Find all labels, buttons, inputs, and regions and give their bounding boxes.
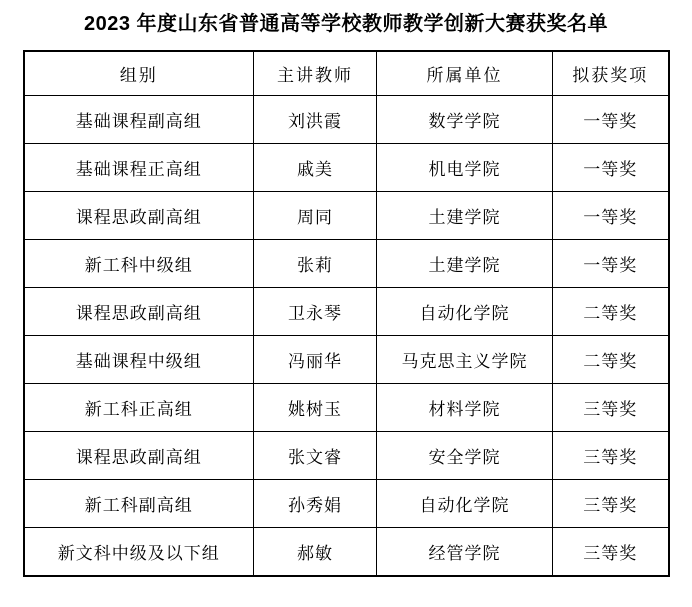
table-row: [24, 192, 669, 240]
cell-unit: 材料学院: [377, 384, 553, 432]
cell-teacher: 卫永琴: [254, 288, 377, 336]
cell-group: 课程思政副高组: [24, 192, 254, 240]
column-header-award: 拟获奖项: [553, 51, 669, 96]
cell-award: 三等奖: [553, 384, 669, 432]
table-row: [24, 480, 669, 528]
cell-group: 新工科正高组: [24, 384, 254, 432]
column-header-unit: 所属单位: [377, 51, 553, 96]
cell-award: 一等奖: [553, 240, 669, 288]
table-row: [24, 528, 669, 577]
cell-unit: 土建学院: [377, 192, 553, 240]
cell-teacher: 孙秀娟: [254, 480, 377, 528]
cell-teacher: 郝敏: [254, 528, 377, 577]
cell-unit: 经管学院: [377, 528, 553, 577]
cell-award: 三等奖: [553, 480, 669, 528]
cell-unit: 马克思主义学院: [377, 336, 553, 384]
table-row: [24, 384, 669, 432]
cell-unit: 土建学院: [377, 240, 553, 288]
cell-teacher: 姚树玉: [254, 384, 377, 432]
cell-group: 课程思政副高组: [24, 432, 254, 480]
table-row: [24, 288, 669, 336]
table-row: [24, 240, 669, 288]
cell-unit: 机电学院: [377, 144, 553, 192]
cell-award: 二等奖: [553, 336, 669, 384]
cell-unit: 数学学院: [377, 96, 553, 144]
cell-award: 一等奖: [553, 96, 669, 144]
cell-group: 基础课程副高组: [24, 96, 254, 144]
cell-unit: 安全学院: [377, 432, 553, 480]
cell-award: 一等奖: [553, 192, 669, 240]
cell-teacher: 周同: [254, 192, 377, 240]
cell-group: 基础课程正高组: [24, 144, 254, 192]
column-header-group: 组别: [24, 51, 254, 96]
cell-award: 三等奖: [553, 432, 669, 480]
table-row: [24, 432, 669, 480]
cell-teacher: 张莉: [254, 240, 377, 288]
cell-unit: 自动化学院: [377, 480, 553, 528]
cell-group: 基础课程中级组: [24, 336, 254, 384]
cell-award: 三等奖: [553, 528, 669, 577]
column-header-teacher: 主讲教师: [254, 51, 377, 96]
cell-teacher: 刘洪霞: [254, 96, 377, 144]
cell-teacher: 戚美: [254, 144, 377, 192]
cell-unit: 自动化学院: [377, 288, 553, 336]
cell-group: 新工科中级组: [24, 240, 254, 288]
cell-award: 一等奖: [553, 144, 669, 192]
table-row: [24, 336, 669, 384]
award-table: [23, 50, 670, 577]
cell-group: 新文科中级及以下组: [24, 528, 254, 577]
table-row: [24, 96, 669, 144]
page-title: 2023 年度山东省普通高等学校教师教学创新大赛获奖名单: [83, 13, 609, 35]
cell-group: 课程思政副高组: [24, 288, 254, 336]
cell-group: 新工科副高组: [24, 480, 254, 528]
cell-teacher: 冯丽华: [254, 336, 377, 384]
cell-teacher: 张文睿: [254, 432, 377, 480]
cell-award: 二等奖: [553, 288, 669, 336]
table-header-row: [24, 51, 669, 96]
table-row: [24, 144, 669, 192]
